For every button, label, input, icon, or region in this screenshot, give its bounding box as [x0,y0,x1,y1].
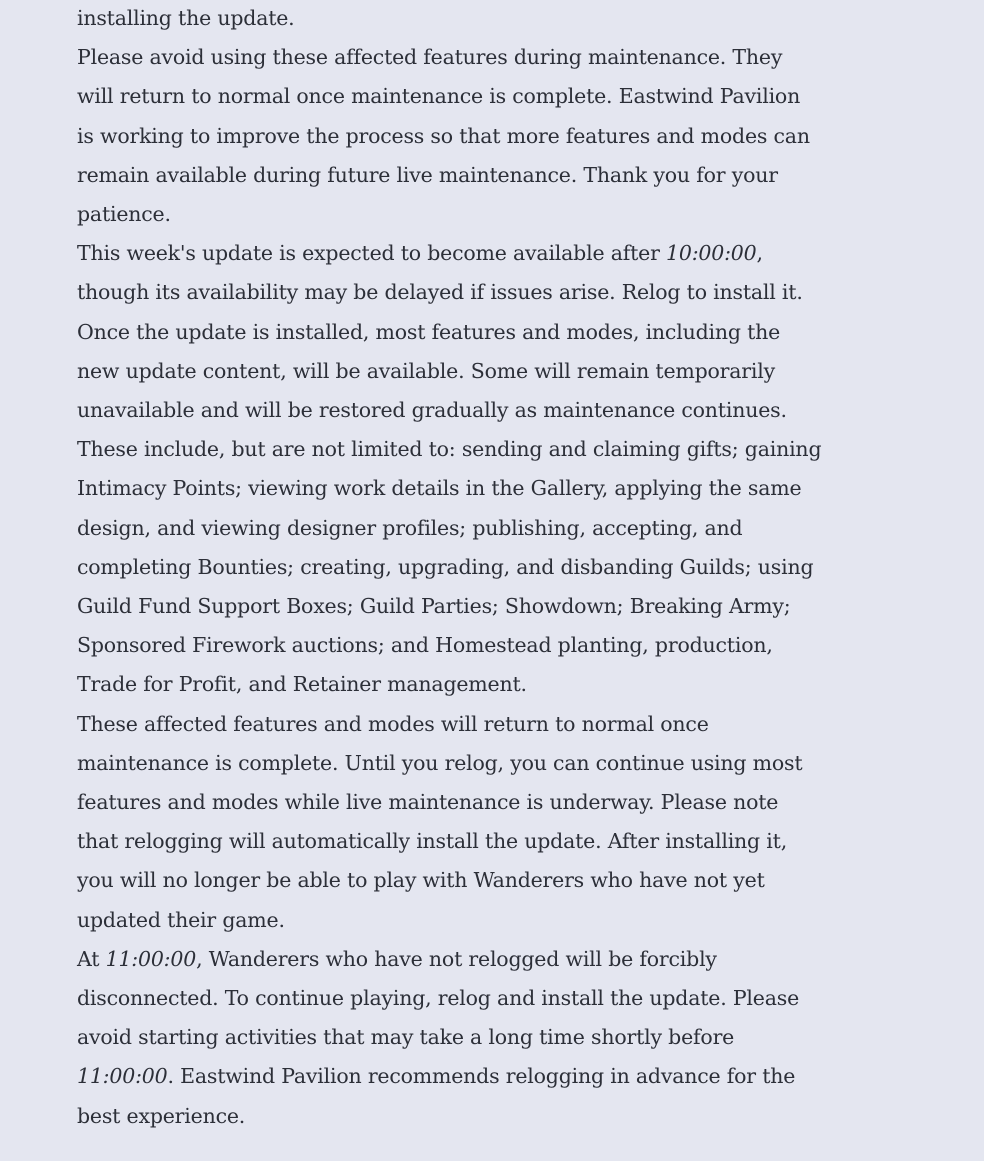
notice-paragraph-5: These affected features and modes will return to normal once maintenance is complete. Until you relog, you can continue using most features and modes while live maintenance is underway. Please note that relogging will automatically install the update. After installing it, you will no longer be able to play with Wanderers who have not yet updated their game. [77,711,803,932]
maintenance-notice [77,0,822,1136]
notice-text: , though its availability may be delayed if issues arise. Relog to install it. [77,241,803,305]
notice-text: . Eastwind Pavilion recommends relogging in advance for the best experience. [77,1064,796,1128]
notice-paragraph-6 [77,940,822,1136]
notice-paragraph-4: Once the update is installed, most features and modes, including the new update content, will be available. Some will remain temporarily unavailable and will be restored gradually as maintenance continues. These include, but are not limited to: sending and claiming gifts; gaining Intimacy Points; viewing work details in the Gallery, applying the same design, and viewing designer profiles; publishing, accepting, and completing Bounties; creating, upgrading, and disbanding Guilds; using Guild Fund Support Boxes; Guild Parties; Showdown; Breaking Army; Sponsored Firework auctions; and Homestead planting, production, Trade for Profit, and Retainer management. [77,319,822,697]
notice-paragraph-2: Please avoid using these affected features during maintenance. They will return to normal once maintenance is complete. Eastwind Pavilion is working to improve the process so that more features and modes can remain available during future live maintenance. Thank you for your patience. [77,45,810,227]
notice-text: This week's update is expected to become available after [77,241,667,266]
notice-text: At [77,946,106,971]
notice-paragraph-3 [77,234,822,312]
notice-text: , Wanderers who have not relogged will be forcibly disconnected. To continue playing, relog and install the update. Please avoid starting activities that may take a long time shortly before [77,946,799,1050]
update-time: 10:00:00 [666,241,757,266]
notice-paragraph-1: installing the update. [77,6,295,30]
disconnect-time: 11:00:00 [105,946,197,971]
disconnect-time: 11:00:00 [77,1064,168,1089]
